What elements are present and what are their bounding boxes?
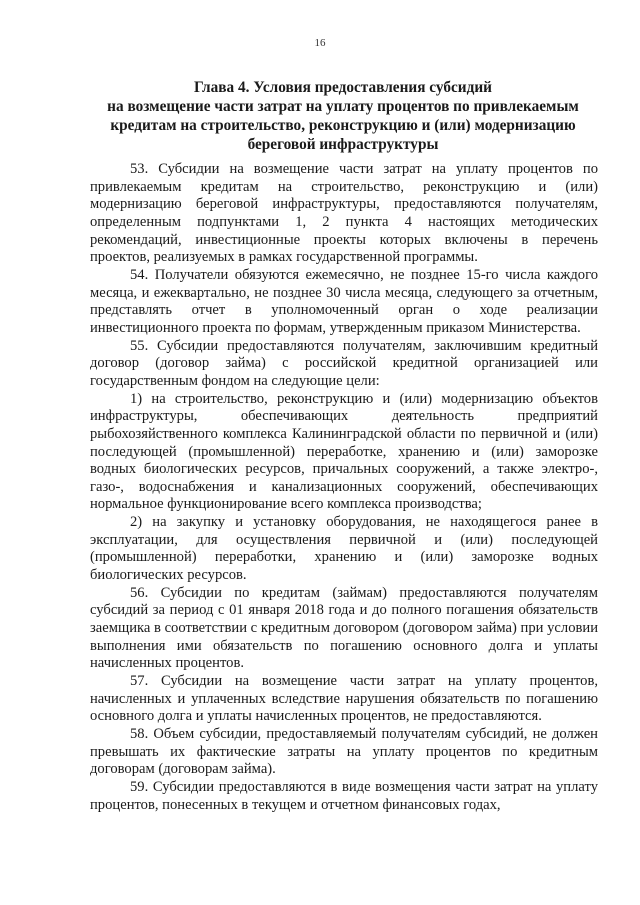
chapter-title-line: Глава 4. Условия предоставления субсидий xyxy=(194,79,492,96)
paragraph-54: 54. Получатели обязуются ежемесячно, не позднее 15-го числа каждого месяца, и ежеквартально, не позднее 30 числа месяца, следующего за отчетным, представлять отчет в уполномоченный орган о ходе реализации инвестиционного проекта по формам, утвержденным приказом Министерства. xyxy=(90,266,598,336)
paragraph-55-item-1: 1) на строительство, реконструкцию и (или) модернизацию объектов инфраструктуры, обеспечивающих деятельность предприятий рыбохозяйственного комплекса Калининградской области по первичной и (или) последующей (промышленной) переработке, хранению и (или) заморозке водных биологических ресурсов, причальных сооружений, а также электро-, газо-, водоснабжения и канализационных сооружений, обеспечивающих нормальное функционирование всего комплекса производства; xyxy=(90,390,598,513)
body-text xyxy=(90,161,598,814)
paragraph-53: 53. Субсидии на возмещение части затрат на уплату процентов по привлекаемым кредитам на строительство, реконструкцию и (или) модернизацию береговой инфраструктуры, предоставляются получателям, определенным подпунктами 1, 2 пункта 4 настоящих методических рекомендаций, инвестиционные проекты которых включены в перечень проектов, реализуемых в рамках государственной программы. xyxy=(90,161,598,266)
page-number: 16 xyxy=(314,37,326,49)
paragraph-57: 57. Субсидии на возмещение части затрат на уплату процентов, начисленных и уплаченных вследствие нарушения обязательств по погашению основного долга и уплаты начисленных процентов, не предоставляются. xyxy=(90,673,598,725)
chapter-title-line: на возмещение части затрат на уплату процентов по привлекаемым xyxy=(107,98,579,115)
paragraph-59: 59. Субсидии предоставляются в виде возмещения части затрат на уплату процентов, понесенных в текущем и отчетном финансовых годах, xyxy=(90,778,598,813)
chapter-title-line: береговой инфраструктуры xyxy=(247,136,439,153)
paragraph-55-item-2: 2) на закупку и установку оборудования, не находящегося ранее в эксплуатации, для осуществления первичной и (или) последующей (промышленной) переработки, хранению и (или) заморозке водных биологических ресурсов. xyxy=(90,514,598,584)
paragraph-56: 56. Субсидии по кредитам (займам) предоставляются получателям субсидий за период с 01 января 2018 года и до полного погашения обязательств заемщика в соответствии с кредитным договором (договором займа) при условии выполнения ими обязательств по погашению основного долга и уплаты начисленных процентов. xyxy=(90,584,598,672)
paragraph-58: 58. Объем субсидии, предоставляемый получателям субсидий, не должен превышать их фактические затраты на уплату процентов по кредитным договорам (договорам займа). xyxy=(90,726,598,778)
chapter-title-line: кредитам на строительство, реконструкцию и (или) модернизацию xyxy=(110,117,576,134)
paragraph-55: 55. Субсидии предоставляются получателям, заключившим кредитный договор (договор займа) с российской кредитной организацией или государственным фондом на следующие цели: xyxy=(90,337,598,389)
chapter-title xyxy=(90,78,596,154)
